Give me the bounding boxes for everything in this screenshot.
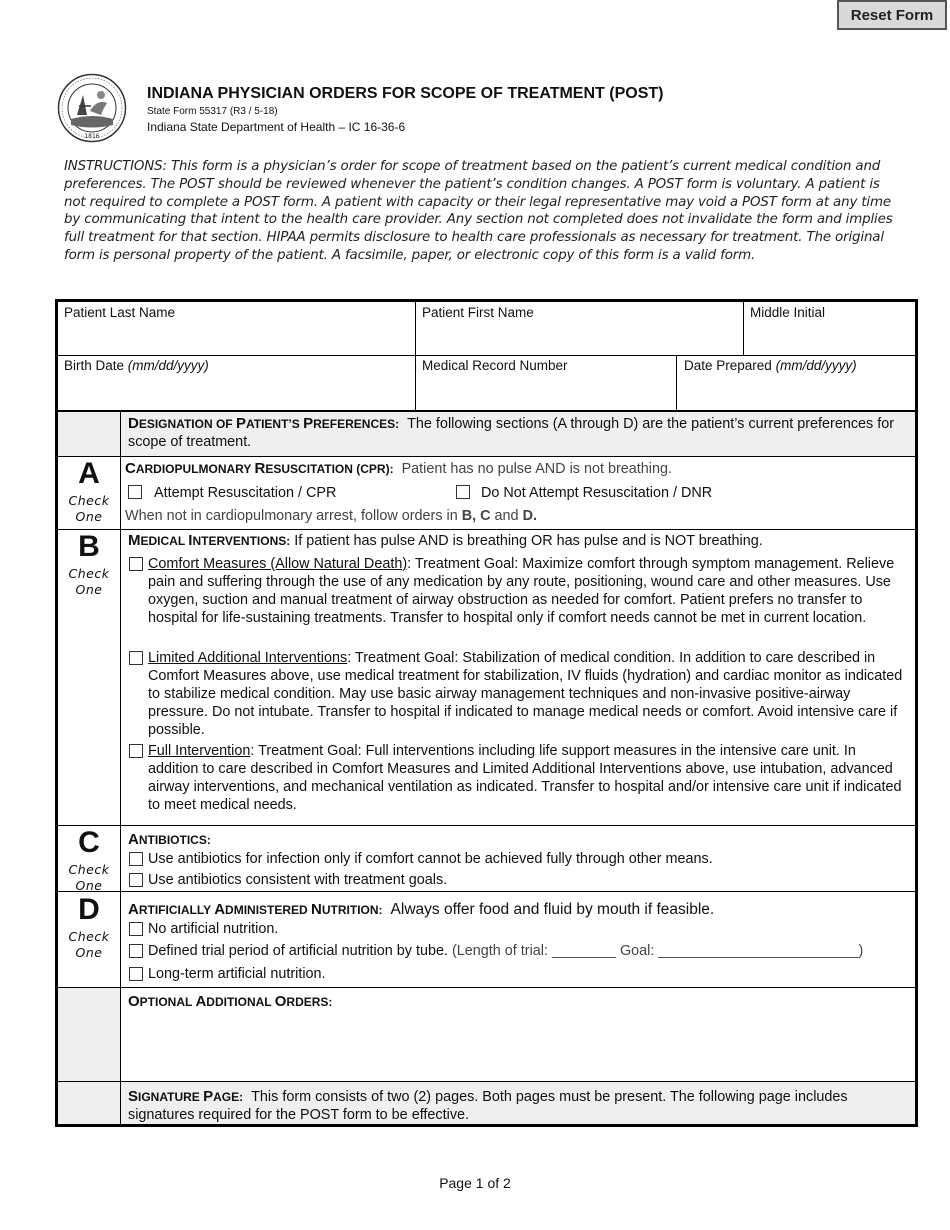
trial-nutrition-checkbox[interactable] — [129, 944, 143, 958]
cpr-attempt-checkbox[interactable] — [128, 485, 142, 499]
medical-record-number-label: Medical Record Number — [422, 358, 568, 373]
section-d-check-one: Check One — [68, 929, 110, 960]
section-c-check-one: Check One — [68, 862, 110, 893]
reset-form-button[interactable]: Reset Form — [837, 0, 947, 30]
section-d-heading-line: ARTIFICIALLY ADMINISTERED NUTRITION: Always offer food and fluid by mouth if feasible. — [128, 901, 715, 918]
divider — [676, 355, 677, 410]
designation-heading: DESIGNATION OF PATIENT’S PREFERENCES: — [128, 415, 400, 432]
cpr-attempt-label: Attempt Resuscitation / CPR — [154, 485, 337, 501]
section-a-letter: A — [78, 457, 100, 490]
form-number: State Form 55317 (R3 / 5-18) — [147, 106, 278, 117]
limited-interventions-checkbox[interactable] — [129, 651, 143, 665]
optional-orders-heading: OPTIONAL ADDITIONAL ORDERS: — [128, 993, 333, 1010]
full-intervention-checkbox[interactable] — [129, 744, 143, 758]
indiana-state-seal — [57, 73, 127, 143]
section-c-heading: ANTIBIOTICS: — [128, 831, 211, 848]
no-artificial-nutrition-checkbox[interactable] — [129, 922, 143, 936]
birth-date-field[interactable] — [64, 378, 409, 406]
patient-last-name-field[interactable] — [64, 324, 409, 352]
divider — [743, 302, 744, 355]
optional-row-left-shade — [58, 988, 120, 1082]
page-number: Page 1 of 2 — [439, 1175, 511, 1191]
signature-page-text: SIGNATURE PAGE: This form consists of two (2) pages. Both pages must be present. The following page includes signatures required for the POST form to be effective. — [128, 1088, 848, 1123]
no-artificial-nutrition-label: No artificial nutrition. — [148, 921, 279, 937]
long-term-nutrition-label: Long-term artificial nutrition. — [148, 966, 326, 982]
patient-last-name-label: Patient Last Name — [64, 305, 176, 320]
divider — [415, 302, 416, 410]
divider — [58, 825, 915, 826]
section-a-check-one: Check One — [68, 493, 110, 524]
post-form-table — [55, 299, 918, 1127]
cpr-dnr-label: Do Not Attempt Resuscitation / DNR — [481, 485, 713, 501]
optional-orders-field[interactable] — [122, 1014, 912, 1078]
patient-first-name-label: Patient First Name — [422, 305, 534, 320]
trial-nutrition-label: Defined trial period of artificial nutrition by tube. (Length of trial: ________ Goal: _________________________) — [148, 943, 864, 959]
comfort-measures-text: Comfort Measures (Allow Natural Death): Treatment Goal: Maximize comfort through symptom management. Relieve pain and suffering through the use of any medication by any route, positioning, wound care and other measures. Use oxygen, suction and manual treatment of airway obstruction as needed for comfort. Patient prefers no transfer to hospital for life-sustaining treatments. Transfer to hospital only if comfort needs cannot be met in current location. — [148, 556, 895, 626]
cpr-dnr-checkbox[interactable] — [456, 485, 470, 499]
instructions-paragraph: INSTRUCTIONS: This form is a physician’s order for scope of treatment based on the patient’s current medical condition and preferences. The POST should be reviewed whenever the patient’s condition changes. A POST form is voluntary. A patient is not required to complete a POST form. A patient with capacity or their legal representative may void a POST form at any time by communicating that intent to the health care provider. Any section not completed does not invalidate the form and implies full treatment for that section. HIPAA permits disclosure to health care professionals as necessary for treatment. The original form is personal property of the patient. A facsimile, paper, or electronic copy of this form is a valid form. — [64, 159, 893, 263]
divider — [58, 529, 915, 530]
antibiotics-comfort-checkbox[interactable] — [129, 852, 143, 866]
department-citation: Indiana State Department of Health – IC 16-36-6 — [147, 120, 406, 134]
long-term-nutrition-checkbox[interactable] — [129, 967, 143, 981]
divider — [58, 987, 915, 988]
section-a-heading-line: CARDIOPULMONARY RESUSCITATION (CPR): Patient has no pulse AND is not breathing. — [125, 460, 672, 477]
antibiotics-goals-label: Use antibiotics consistent with treatment goals. — [148, 872, 448, 888]
divider — [58, 891, 915, 892]
full-intervention-text: Full Intervention: Treatment Goal: Full interventions including life support measures in the intensive care unit. In addition to care described in Comfort Measures and Limited Additional Interventions above, use intubation, advanced airway interventions, and mechanical ventilation as indicated. Transfer to hospital and/or intensive care unit if indicated to meet medical needs. — [148, 743, 902, 813]
birth-date-label: Birth Date (mm/dd/yyyy) — [64, 358, 209, 373]
medical-record-number-field[interactable] — [422, 378, 672, 406]
section-b-letter: B — [78, 530, 100, 563]
date-prepared-field[interactable] — [684, 378, 910, 406]
antibiotics-goals-checkbox[interactable] — [129, 873, 143, 887]
section-d-letter: D — [78, 893, 100, 926]
form-title: INDIANA PHYSICIAN ORDERS FOR SCOPE OF TREATMENT (POST) — [147, 85, 664, 102]
antibiotics-comfort-label: Use antibiotics for infection only if comfort cannot be achieved fully through other means. — [148, 851, 713, 867]
divider — [58, 1081, 915, 1082]
divider — [58, 355, 915, 356]
svg-text:1816: 1816 — [84, 133, 100, 140]
designation-text: DESIGNATION OF PATIENT’S PREFERENCES: The following sections (A through D) are the patient’s current preferences for scope of treatment. — [128, 415, 895, 450]
section-a-note: When not in cardiopulmonary arrest, follow orders in B, C and D. — [125, 508, 537, 524]
middle-initial-field[interactable] — [750, 324, 910, 352]
section-b-heading-line: MEDICAL INTERVENTIONS: If patient has pulse AND is breathing OR has pulse and is NOT breathing. — [128, 532, 763, 549]
comfort-measures-checkbox[interactable] — [129, 557, 143, 571]
date-prepared-label: Date Prepared (mm/dd/yyyy) — [684, 358, 857, 373]
middle-initial-label: Middle Initial — [750, 305, 826, 320]
divider — [120, 410, 121, 1124]
divider — [58, 456, 915, 457]
section-b-check-one: Check One — [68, 566, 110, 597]
signature-row-left-shade — [58, 1082, 120, 1124]
patient-first-name-field[interactable] — [422, 324, 737, 352]
divider — [58, 410, 915, 412]
section-c-letter: C — [78, 826, 100, 859]
limited-interventions-text: Limited Additional Interventions: Treatment Goal: Stabilization of medical condition. In addition to care described in Comfort Measures above, use medical treatment for stabilization, IV fluids (hydration) and cardiac monitor as indicated to stabilize medical condition. May use basic airway management techniques and non-invasive positive-airway pressure. Do not intubate. Transfer to hospital if indicated to manage medical needs or comfort. Avoid intensive care if possible. — [148, 650, 903, 738]
